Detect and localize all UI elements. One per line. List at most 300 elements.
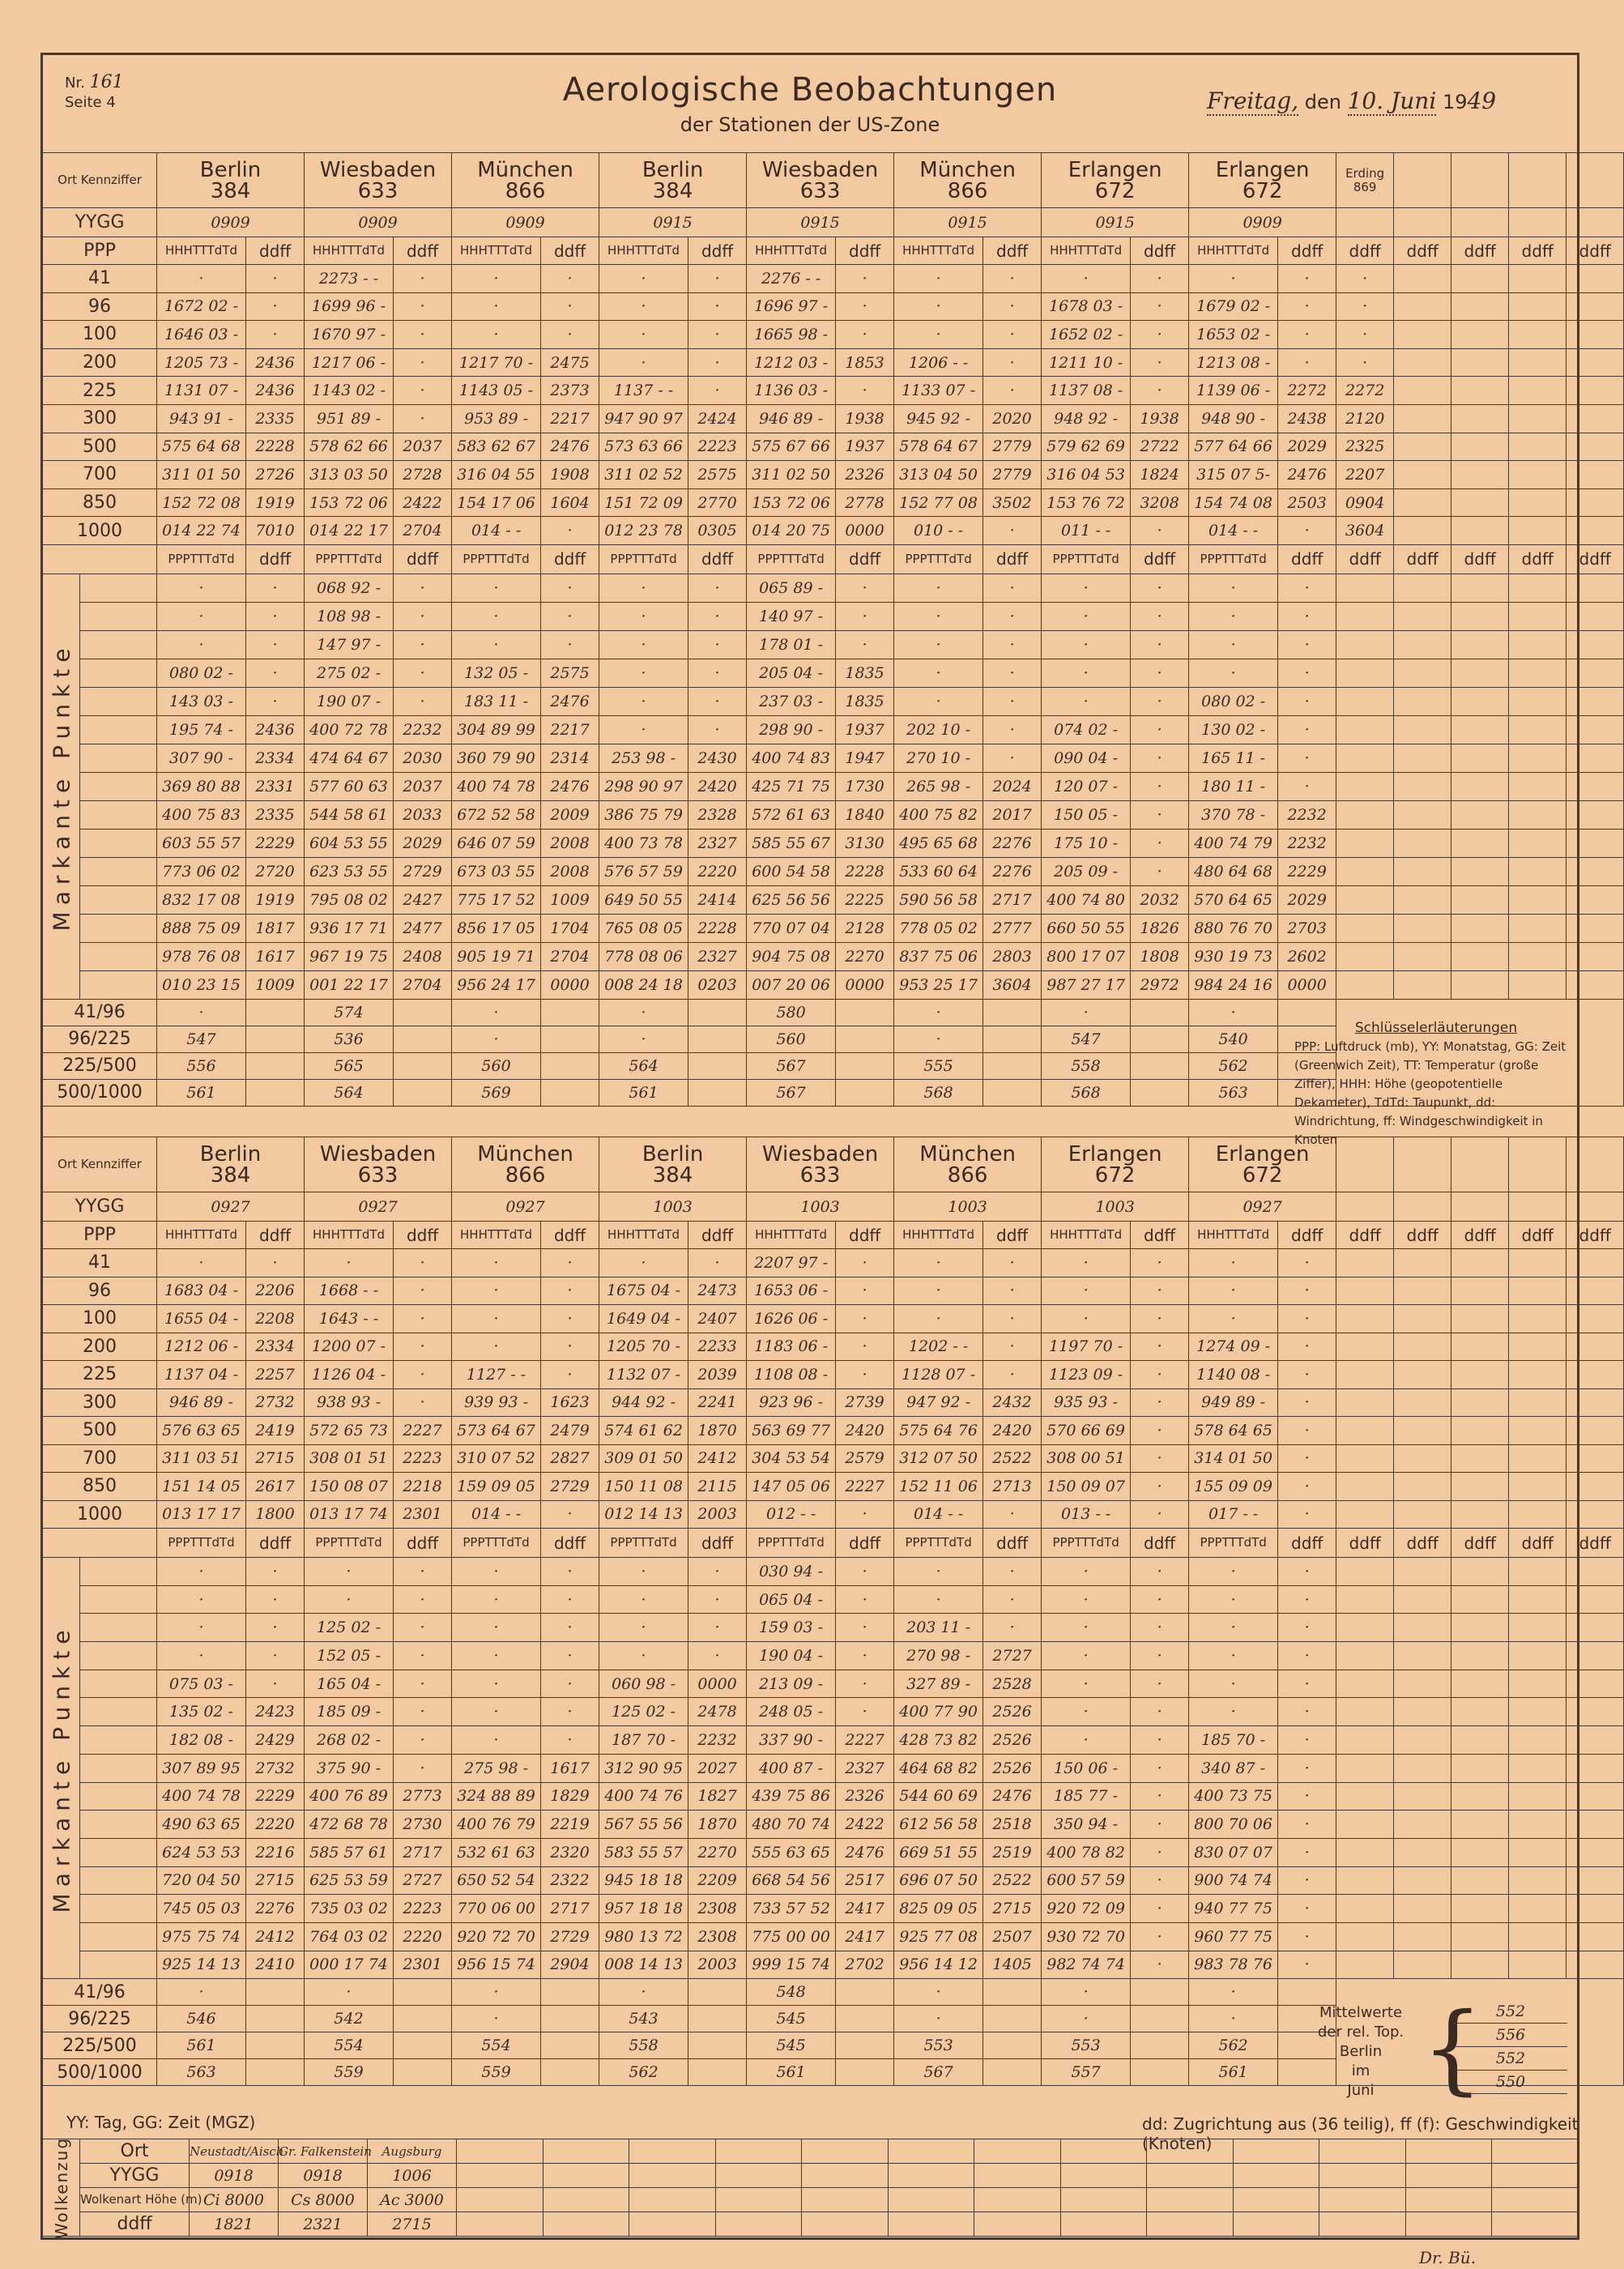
ddff-value: ·	[246, 574, 305, 602]
ppp-value: 060 98 -	[599, 1670, 688, 1698]
empty-cell	[1451, 517, 1509, 545]
ppp-value: ·	[305, 1585, 394, 1614]
ddff-value: 2717	[394, 1838, 452, 1866]
ddff-value: 1908	[541, 461, 599, 489]
ddff-value: ·	[1131, 715, 1189, 744]
ddff-value: ·	[1131, 265, 1189, 293]
column-head-ppp: PPPTTTdTd	[1189, 1529, 1278, 1558]
hhh-value: 1679 02 -	[1189, 292, 1278, 321]
empty-cell	[246, 2006, 305, 2032]
table-row	[43, 1726, 1624, 1755]
column-head-hhh: HHHTTTdTd	[894, 1222, 983, 1249]
ddff-value: ·	[1278, 1951, 1336, 1979]
ddff-value: 2522	[983, 1444, 1042, 1473]
station-name: Erlangen	[1068, 157, 1162, 182]
ddff-value: 2739	[836, 1388, 894, 1417]
column-head-ppp: PPPTTTdTd	[599, 1529, 688, 1558]
ppp-value: 585 57 61	[305, 1838, 394, 1866]
ppp-value: 956 24 17	[452, 970, 541, 999]
hhh-value: 313 04 50	[894, 461, 983, 489]
ppp-value: 603 55 57	[157, 829, 246, 857]
ppp-value: 925 77 08	[894, 1922, 983, 1951]
thickness-value: 561	[157, 1079, 246, 1106]
year-value: 49	[1467, 87, 1497, 114]
table-row	[43, 1614, 1624, 1642]
empty-cell	[1336, 1192, 1394, 1222]
hhh-value: 1108 08 -	[747, 1361, 836, 1389]
ppp-value: 533 60 64	[894, 857, 983, 885]
table-row	[43, 2164, 1579, 2188]
ddff-value: ·	[1278, 265, 1336, 293]
ddff-value: 1405	[983, 1951, 1042, 1979]
empty-cell	[1509, 829, 1566, 857]
hhh-value: 938 93 -	[305, 1388, 394, 1417]
empty-cell	[80, 1614, 157, 1642]
empty-cell	[80, 1866, 157, 1895]
table-row	[43, 433, 1624, 461]
hhh-value: ·	[894, 1277, 983, 1305]
ddff-value: ·	[246, 602, 305, 630]
ddff-value: 2478	[688, 1698, 747, 1726]
legend-box	[1294, 1019, 1578, 1149]
empty-cell	[1451, 153, 1509, 208]
thickness-value: 561	[1189, 2059, 1278, 2086]
thickness-value: ·	[894, 2006, 983, 2032]
empty-cell	[80, 857, 157, 885]
empty-cell	[394, 1079, 452, 1106]
empty-cell	[457, 2188, 543, 2212]
empty-cell	[888, 2212, 974, 2237]
hhh-value: 573 64 67	[452, 1417, 541, 1445]
ddff-value: 1835	[836, 687, 894, 715]
empty-cell	[1336, 1473, 1394, 1501]
table-row	[43, 377, 1624, 405]
mittelwerte-value: 552	[1454, 2047, 1567, 2071]
wolkenzug-value: 0918	[279, 2164, 368, 2188]
hhh-value: 1217 70 -	[452, 348, 541, 377]
empty-cell	[394, 1026, 452, 1052]
ddff-value: 2417	[836, 1895, 894, 1923]
date-value: 10. Juni	[1347, 87, 1437, 114]
ddff-value: ·	[394, 1388, 452, 1417]
table-row	[43, 914, 1624, 942]
ddff-value: 2233	[688, 1333, 747, 1361]
hhh-value: ·	[1189, 1305, 1278, 1333]
ddff-value: 3502	[983, 488, 1042, 517]
empty-cell	[688, 2032, 747, 2059]
empty-cell	[1451, 1866, 1509, 1895]
hhh-value: ·	[894, 265, 983, 293]
station-header	[1189, 153, 1336, 208]
empty-cell	[715, 2139, 802, 2164]
page-title: Aerologische Beobachtungen	[562, 71, 1058, 109]
column-head-ppp: PPPTTTdTd	[894, 1529, 983, 1558]
ppp-value: ·	[1189, 659, 1278, 687]
ddff-value: 2617	[246, 1473, 305, 1501]
station-id: 866	[947, 1162, 988, 1188]
ddff-value: 2232	[688, 1726, 747, 1755]
table-row	[43, 1444, 1624, 1473]
ddff-value: ·	[983, 377, 1042, 405]
ddff-value: ·	[541, 574, 599, 602]
empty-cell	[1509, 1698, 1566, 1726]
thickness-label: 96/225	[43, 1026, 157, 1052]
ddff-value: 2003	[688, 1951, 747, 1979]
table-row	[43, 744, 1624, 772]
ppp-value: 400 77 90	[894, 1698, 983, 1726]
ppp-value: 532 61 63	[452, 1838, 541, 1866]
empty-cell	[1336, 1333, 1394, 1361]
empty-cell	[983, 2006, 1042, 2032]
ddff-value: 2476	[541, 687, 599, 715]
empty-cell	[457, 2212, 543, 2237]
ddff-value: 1824	[1131, 461, 1189, 489]
empty-cell	[1509, 715, 1566, 744]
table-row	[43, 1333, 1624, 1361]
ppp-value: ·	[599, 1614, 688, 1642]
pressure-level: 41	[43, 265, 157, 293]
hhh-value: 1205 73 -	[157, 348, 246, 377]
empty-cell	[1336, 1388, 1394, 1417]
column-head-ddff: ddff	[836, 544, 894, 574]
ddff-value: 2270	[836, 942, 894, 970]
ppp-value: ·	[1189, 1670, 1278, 1698]
ppp-value: 474 64 67	[305, 744, 394, 772]
ddff-value: ·	[394, 1305, 452, 1333]
ppp-value: 832 17 08	[157, 885, 246, 914]
ddff-value: 1604	[541, 488, 599, 517]
ppp-value: 312 90 95	[599, 1754, 688, 1782]
ddff-value: ·	[394, 348, 452, 377]
ddff-value: ·	[983, 687, 1042, 715]
empty-cell	[1147, 2139, 1234, 2164]
ppp-value: 265 98 -	[894, 772, 983, 800]
ddff-value: ·	[836, 1614, 894, 1642]
date-line	[1207, 87, 1496, 116]
column-head-hhh: HHHTTTdTd	[452, 1222, 541, 1249]
ppp-value: 495 65 68	[894, 829, 983, 857]
station-name: Berlin	[642, 1141, 704, 1166]
empty-cell	[836, 999, 894, 1026]
empty-cell	[43, 1529, 157, 1558]
ddff-value: 2020	[983, 404, 1042, 433]
ddff-value: 1617	[246, 942, 305, 970]
empty-cell	[80, 1838, 157, 1866]
ppp-value: ·	[1042, 1585, 1131, 1614]
wolkenzug-value: Cs 8000	[279, 2188, 368, 2212]
ddff-value: ·	[1278, 1500, 1336, 1529]
empty-cell	[1509, 1192, 1566, 1222]
wolkenzug-value: 1821	[190, 2212, 279, 2237]
station-header	[599, 153, 747, 208]
ddff-value: 2475	[541, 348, 599, 377]
empty-cell	[1509, 1726, 1566, 1755]
column-head-hhh: HHHTTTdTd	[305, 1222, 394, 1249]
ddff-value: 2276	[983, 829, 1042, 857]
empty-cell	[688, 1052, 747, 1079]
observation-table-bottom	[42, 1137, 1624, 2086]
hhh-value: 1132 07 -	[599, 1361, 688, 1389]
ddff-value: ·	[541, 1249, 599, 1277]
ddff-value: 2713	[983, 1473, 1042, 1501]
hhh-value: 574 61 62	[599, 1417, 688, 1445]
ddff-value: ·	[983, 630, 1042, 659]
ddff-value: 2326	[836, 461, 894, 489]
ppp-value: 010 23 15	[157, 970, 246, 999]
ppp-value: ·	[1189, 1614, 1278, 1642]
ddff-value: ·	[541, 1670, 599, 1698]
column-head-ddff: ddff	[1451, 1529, 1509, 1558]
empty-cell	[1451, 292, 1509, 321]
ddff-value: 2206	[246, 1277, 305, 1305]
station-name: Berlin	[199, 157, 262, 182]
hhh-value: 570 66 69	[1042, 1417, 1131, 1445]
ddff-value: ·	[394, 1361, 452, 1389]
empty-cell	[1336, 1444, 1394, 1473]
ddff-value: 2432	[983, 1388, 1042, 1417]
ddff-value: 2778	[836, 488, 894, 517]
ddff-value: ·	[1131, 1500, 1189, 1529]
ddff-value: ·	[836, 1642, 894, 1670]
ddff-value: ·	[246, 659, 305, 687]
table-row	[43, 153, 1624, 208]
ddff-value: 2717	[983, 885, 1042, 914]
empty-cell	[1060, 2212, 1147, 2237]
ddff-value: 2519	[983, 1838, 1042, 1866]
empty-cell	[80, 800, 157, 829]
empty-cell	[1394, 1473, 1451, 1501]
ddff-value: ·	[1131, 829, 1189, 857]
column-head-ddff: ddff	[688, 1529, 747, 1558]
ppp-value: 975 75 74	[157, 1922, 246, 1951]
empty-cell	[1336, 914, 1394, 942]
ddff-value: ·	[983, 1333, 1042, 1361]
empty-cell	[836, 1026, 894, 1052]
ddff-value: 2717	[541, 1895, 599, 1923]
hhh-value: 010 - -	[894, 517, 983, 545]
thickness-value: 562	[1189, 1052, 1278, 1079]
ppp-value: 735 03 02	[305, 1895, 394, 1923]
empty-cell	[1336, 1754, 1394, 1782]
empty-cell	[1451, 829, 1509, 857]
pressure-level: 96	[43, 292, 157, 321]
empty-cell	[1566, 1444, 1624, 1473]
ddff-value: ·	[394, 659, 452, 687]
hhh-value: 947 90 97	[599, 404, 688, 433]
hhh-value: 313 03 50	[305, 461, 394, 489]
ddff-value: ·	[983, 1500, 1042, 1529]
column-head-ppp: PPPTTTdTd	[1042, 544, 1131, 574]
ddff-value: ·	[836, 321, 894, 349]
station-name: Wiesbaden	[761, 1141, 879, 1166]
hhh-value: 150 08 07	[305, 1473, 394, 1501]
empty-cell	[457, 2139, 543, 2164]
station-id: 866	[505, 178, 546, 203]
empty-cell	[1492, 2212, 1579, 2237]
ddff-value: 2703	[1278, 914, 1336, 942]
ppp-value: 978 76 08	[157, 942, 246, 970]
table-row	[43, 829, 1624, 857]
empty-cell	[1394, 602, 1451, 630]
empty-cell	[1509, 942, 1566, 970]
ppp-value: 576 57 59	[599, 857, 688, 885]
empty-cell	[1336, 1417, 1394, 1445]
ddff-value: 2327	[836, 1754, 894, 1782]
hhh-value: 013 - -	[1042, 1500, 1131, 1529]
ddff-value: 2715	[246, 1866, 305, 1895]
ddff-value: ·	[983, 744, 1042, 772]
ppp-value: ·	[599, 1585, 688, 1614]
ppp-value: 075 03 -	[157, 1670, 246, 1698]
hhh-value: 1626 06 -	[747, 1305, 836, 1333]
empty-cell	[1566, 602, 1624, 630]
empty-cell	[1566, 1249, 1624, 1277]
empty-cell	[1405, 2188, 1492, 2212]
ddff-value: 1009	[541, 885, 599, 914]
empty-cell	[1509, 433, 1566, 461]
thickness-value: 561	[157, 2032, 246, 2059]
station-id: 633	[799, 1162, 841, 1188]
ddff-value: ·	[394, 321, 452, 349]
ppp-value: 600 57 59	[1042, 1866, 1131, 1895]
ddff-value: ·	[1131, 348, 1189, 377]
ddff-value: 2335	[246, 800, 305, 829]
ppp-value: 956 14 12	[894, 1951, 983, 1979]
column-head-ddff: ddff	[1278, 1222, 1336, 1249]
ddff-value: 0000	[836, 970, 894, 999]
ppp-value: 982 74 74	[1042, 1951, 1131, 1979]
ddff-value: 2029	[394, 829, 452, 857]
column-head-ddff: ddff	[1451, 544, 1509, 574]
ddff-value: 2334	[246, 744, 305, 772]
empty-cell	[1451, 630, 1509, 659]
ddff-value: ·	[983, 265, 1042, 293]
station-name: München	[477, 157, 573, 182]
ppp-value: 770 07 04	[747, 914, 836, 942]
ppp-value: 825 09 05	[894, 1895, 983, 1923]
ddff-value: ·	[394, 687, 452, 715]
thickness-value: 560	[452, 1052, 541, 1079]
hhh-value: 1649 04 -	[599, 1305, 688, 1333]
mittelwerte-value: 552	[1454, 2000, 1567, 2024]
pressure-level: 96	[43, 1277, 157, 1305]
erding-ddff: 2120	[1336, 404, 1394, 433]
table-row	[43, 348, 1624, 377]
ppp-value: 904 75 08	[747, 942, 836, 970]
ddff-value: ·	[1278, 1782, 1336, 1811]
ppp-value: ·	[894, 659, 983, 687]
column-head-ddff: ddff	[541, 1222, 599, 1249]
mittelwerte-label-line: im	[1351, 2062, 1370, 2079]
ddff-value: 2217	[541, 715, 599, 744]
thickness-value: ·	[305, 1979, 394, 2006]
empty-cell	[1394, 1754, 1451, 1782]
column-head-ddff: ddff	[1394, 544, 1451, 574]
ddff-value: 2479	[541, 1417, 599, 1445]
table-row	[43, 1277, 1624, 1305]
hhh-value: ·	[599, 265, 688, 293]
hhh-value: 1202 - -	[894, 1333, 983, 1361]
station-name: Berlin	[642, 157, 704, 182]
ddff-value: 2526	[983, 1726, 1042, 1755]
ddff-value: 1829	[541, 1782, 599, 1811]
wolkenzug-label: Wolkenzug	[51, 2136, 71, 2239]
empty-cell	[1566, 1388, 1624, 1417]
empty-cell	[1509, 461, 1566, 489]
ppp-value: ·	[894, 1558, 983, 1586]
empty-cell	[1509, 1473, 1566, 1501]
empty-cell	[1492, 2139, 1579, 2164]
hhh-value: 1137 04 -	[157, 1361, 246, 1389]
empty-cell	[1394, 630, 1451, 659]
hhh-value: 312 07 50	[894, 1444, 983, 1473]
ppp-value: ·	[452, 1614, 541, 1642]
ddff-value: 2477	[394, 914, 452, 942]
hhh-value: 1675 04 -	[599, 1277, 688, 1305]
empty-cell	[1131, 999, 1189, 1026]
station-name: Wiesbaden	[319, 157, 437, 182]
pressure-level: 41	[43, 1249, 157, 1277]
empty-cell	[246, 2059, 305, 2086]
ddff-value: ·	[394, 1585, 452, 1614]
empty-cell	[1509, 772, 1566, 800]
empty-cell	[1394, 517, 1451, 545]
ddff-value: 2003	[688, 1500, 747, 1529]
ddff-value: ·	[836, 265, 894, 293]
ddff-value: ·	[1131, 1951, 1189, 1979]
ppp-value: 248 05 -	[747, 1698, 836, 1726]
empty-cell	[1509, 1895, 1566, 1923]
hhh-value: 1131 07 -	[157, 377, 246, 405]
column-head-ddff: ddff	[1336, 237, 1394, 265]
hhh-value: 573 63 66	[599, 433, 688, 461]
yygg-value: 0915	[747, 208, 894, 237]
ort-label: Ort Kennziffer	[43, 1137, 157, 1192]
empty-cell	[1394, 1614, 1451, 1642]
hhh-value: 575 64 76	[894, 1417, 983, 1445]
table-row	[43, 1922, 1624, 1951]
empty-cell	[1131, 1026, 1189, 1052]
empty-cell	[1509, 1642, 1566, 1670]
empty-cell	[1566, 715, 1624, 744]
empty-cell	[541, 999, 599, 1026]
ddff-value: 1938	[836, 404, 894, 433]
ddff-value: ·	[246, 1614, 305, 1642]
table-row	[43, 1642, 1624, 1670]
ddff-value: 1853	[836, 348, 894, 377]
ddff-value: 3130	[836, 829, 894, 857]
ppp-value: ·	[1189, 1642, 1278, 1670]
column-head-ddff: ddff	[541, 237, 599, 265]
ddff-value: ·	[983, 321, 1042, 349]
hhh-value: 944 92 -	[599, 1388, 688, 1417]
hhh-value: 935 93 -	[1042, 1388, 1131, 1417]
ppp-value: 307 90 -	[157, 744, 246, 772]
empty-cell	[80, 1922, 157, 1951]
ppp-value: 143 03 -	[157, 687, 246, 715]
ppp-value: 775 00 00	[747, 1922, 836, 1951]
empty-cell	[394, 2032, 452, 2059]
ddff-value: 2217	[541, 404, 599, 433]
empty-cell	[629, 2164, 716, 2188]
hhh-value: 1205 70 -	[599, 1333, 688, 1361]
ddff-value: ·	[688, 659, 747, 687]
hhh-value: 2273 - -	[305, 265, 394, 293]
empty-cell	[1451, 1473, 1509, 1501]
empty-cell	[1394, 1782, 1451, 1811]
empty-cell	[1566, 1473, 1624, 1501]
thickness-value: 555	[894, 1052, 983, 1079]
